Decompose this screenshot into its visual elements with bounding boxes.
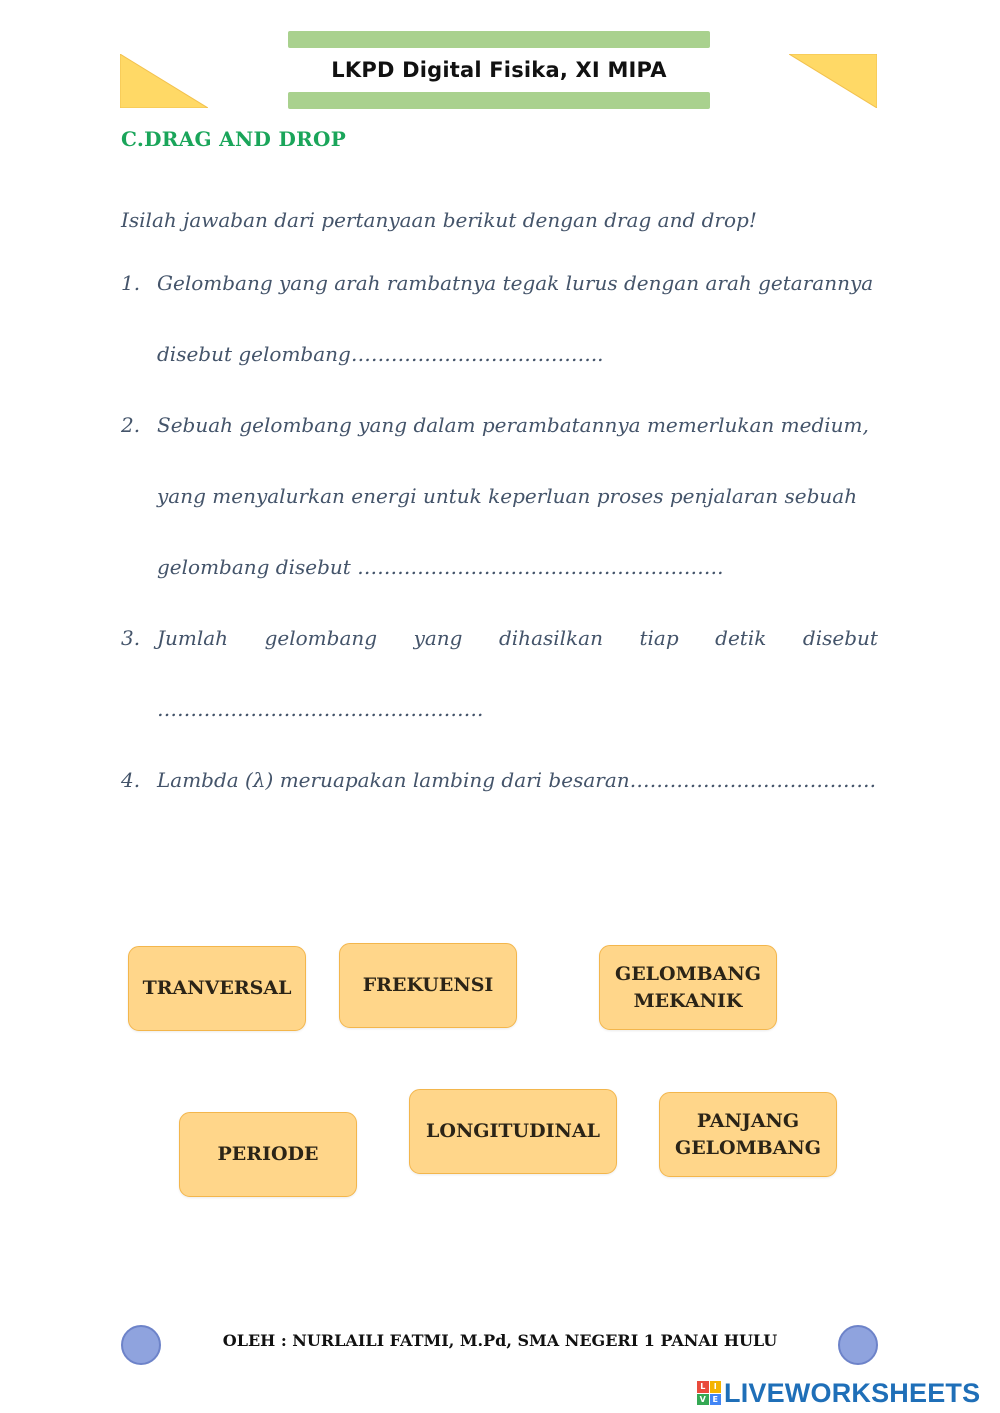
question-number: 3. xyxy=(121,626,141,650)
logo-letter: I xyxy=(710,1381,722,1393)
answer-label xyxy=(675,1108,821,1161)
answer-label: LONGITUDINAL xyxy=(426,1120,600,1143)
logo-letter: E xyxy=(710,1394,722,1406)
word: disebut xyxy=(802,626,878,650)
question-line-blank: gelombang disebut ………………………………………………. xyxy=(157,555,724,579)
footer-circle-left xyxy=(121,1325,161,1365)
question-line: yang menyalurkan energi untuk keperluan proses penjalaran sebuah xyxy=(157,484,858,508)
answer-label-line: GELOMBANG xyxy=(674,1136,822,1159)
answer-label-line: GELOMBANG xyxy=(614,962,762,985)
word: gelombang xyxy=(264,626,378,650)
triangle-decoration-right xyxy=(789,54,877,108)
footer-author: OLEH : NURLAILI FATMI, M.Pd, SMA NEGERI 1 PANAI HULU xyxy=(222,1331,778,1350)
word: yang xyxy=(413,626,463,650)
section-title: C.DRAG AND DROP xyxy=(121,127,347,151)
question-number: 1. xyxy=(121,271,141,295)
answer-label: TRANVERSAL xyxy=(142,977,292,1000)
answer-tile-panjang-gelombang[interactable] xyxy=(659,1092,837,1177)
answer-tile-frekuensi[interactable] xyxy=(339,943,517,1028)
answer-label: FREKUENSI xyxy=(362,974,494,997)
question-line: Sebuah gelombang yang dalam perambatannya memerlukan medium, xyxy=(157,413,869,437)
question-line xyxy=(157,626,878,650)
triangle-decoration-left xyxy=(120,54,208,108)
answer-tile-gelombang-mekanik[interactable] xyxy=(599,945,777,1030)
brand-name: LIVEWORKSHEETS xyxy=(724,1377,981,1408)
liveworksheets-brand xyxy=(697,1378,980,1408)
page-title: LKPD Digital Fisika, XI MIPA xyxy=(331,58,667,82)
word: detik xyxy=(715,626,767,650)
answer-tile-periode[interactable] xyxy=(179,1112,357,1197)
answer-label-line: PANJANG xyxy=(696,1109,800,1132)
question-line-blank: disebut gelombang……………………………….. xyxy=(157,342,604,366)
question-line-blank: Lambda (λ) meruapakan lambing dari besaran………………………………. xyxy=(157,768,876,792)
question-number: 4. xyxy=(121,768,141,792)
logo-letter: V xyxy=(697,1394,709,1406)
logo-letter: L xyxy=(697,1381,709,1393)
answer-label xyxy=(615,961,761,1014)
answer-tile-tranversal[interactable] xyxy=(128,946,306,1031)
word: Jumlah xyxy=(157,626,229,650)
question-line: Gelombang yang arah rambatnya tegak lurus dengan arah getarannya xyxy=(157,271,874,295)
answer-label: PERIODE xyxy=(217,1143,319,1166)
word: tiap xyxy=(639,626,679,650)
liveworksheets-logo-icon xyxy=(697,1381,721,1405)
question-line-blank: …………………………………………. xyxy=(157,697,484,721)
word: dihasilkan xyxy=(498,626,603,650)
instruction-text: Isilah jawaban dari pertanyaan berikut dengan drag and drop! xyxy=(121,208,757,232)
footer-circle-right xyxy=(838,1325,878,1365)
answer-tile-longitudinal[interactable] xyxy=(409,1089,617,1174)
header-bar-bottom xyxy=(288,92,710,109)
answer-label-line: MEKANIK xyxy=(633,989,743,1012)
question-number: 2. xyxy=(121,413,141,437)
header-bar-top xyxy=(288,31,710,48)
